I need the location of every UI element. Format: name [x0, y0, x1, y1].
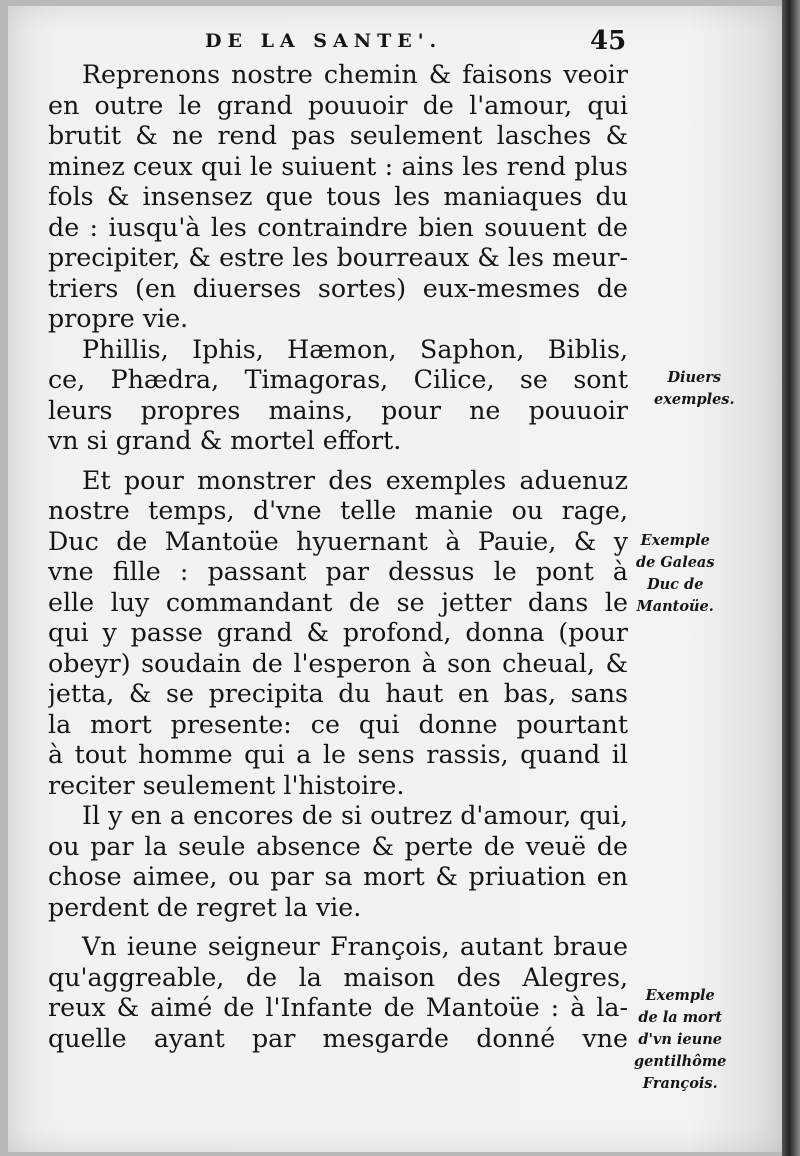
text-line: la mort presente: ce qui donne pourtant: [48, 709, 628, 739]
text-line: obeyr) soudain de l'esperon à son cheual, &: [48, 648, 628, 678]
text-line: Et pour monstrer des exemples aduenuz: [82, 465, 628, 495]
margin-note-ieune-gentilhomme: Exemple de la mort d'vn ieune gentilhôme François.: [634, 987, 727, 1092]
text-line: qui y passe grand & profond, donna (pour: [48, 618, 628, 647]
text-line: quelle ayant par mesgarde donné vne: [48, 1023, 628, 1053]
text-line: perdent de regret la vie.: [48, 892, 362, 922]
text-line: ou par la seule absence & perte de veuë de: [48, 831, 628, 861]
text-line: jetta, & se precipita du haut en bas, sans: [48, 679, 628, 708]
text-line: Duc de Mantoüe hyuernant à Pauie, & y: [48, 526, 628, 556]
text-line: Reprenons nostre chemin & faisons veoir: [82, 60, 628, 89]
text-line: qu'aggreable, de la maison des Alegres,: [48, 962, 628, 992]
text-line: brutit & ne rend pas seulement lasches &: [48, 121, 628, 150]
text-line: Phillis, Iphis, Hæmon, Saphon, Biblis,: [82, 334, 628, 364]
body-text: [48, 60, 628, 1054]
text-line: reciter seulement l'histoire.: [48, 770, 405, 800]
text-line: vn si grand & mortel effort.: [48, 426, 402, 455]
text-line: leurs propres mains, pour ne pouuoir: [48, 395, 628, 425]
text-line: vne fille : passant par dessus le pont à: [48, 557, 628, 586]
page-number: 45: [590, 26, 627, 56]
text-line: elle luy commandant de se jetter dans le: [48, 587, 628, 617]
text-line: de : iusqu'à les contraindre bien souuent de: [48, 212, 628, 242]
text-line: à tout homme qui a le sens rassis, quand il: [48, 740, 628, 769]
text-line: ce, Phædra, Timagoras, Cilice, se sont: [48, 365, 628, 394]
text-line: propre vie.: [48, 304, 189, 333]
text-line: chose aimee, ou par sa mort & priuation en: [48, 862, 628, 891]
text-line: triers (en diuerses sortes) eux-mesmes de: [48, 273, 628, 303]
text-line: minez ceux qui le suiuent : ains les rend plus: [48, 151, 628, 181]
margin-note-galeas: Exemple de Galeas Duc de Mantoüe.: [636, 532, 715, 615]
text-line: en outre le grand pouuoir de l'amour, qui: [48, 90, 628, 120]
text-line: reux & aimé de l'Infante de Mantoüe : à la-: [48, 993, 628, 1022]
text-line: nostre temps, d'vne telle manie ou rage,: [48, 496, 628, 525]
margin-note-diuers-exemples: Diuers exemples.: [654, 369, 735, 408]
text-line: Vn ieune seigneur François, autant braue: [82, 932, 628, 961]
text-line: Il y en a encores de si outrez d'amour, qui,: [82, 801, 628, 830]
page-binding-edge: [782, 0, 800, 1156]
running-title: DE LA SANTE'.: [205, 30, 443, 52]
text-line: fols & insensez que tous les maniaques du: [48, 182, 628, 211]
text-line: precipiter, & estre les bourreaux & les meur-: [48, 243, 628, 272]
